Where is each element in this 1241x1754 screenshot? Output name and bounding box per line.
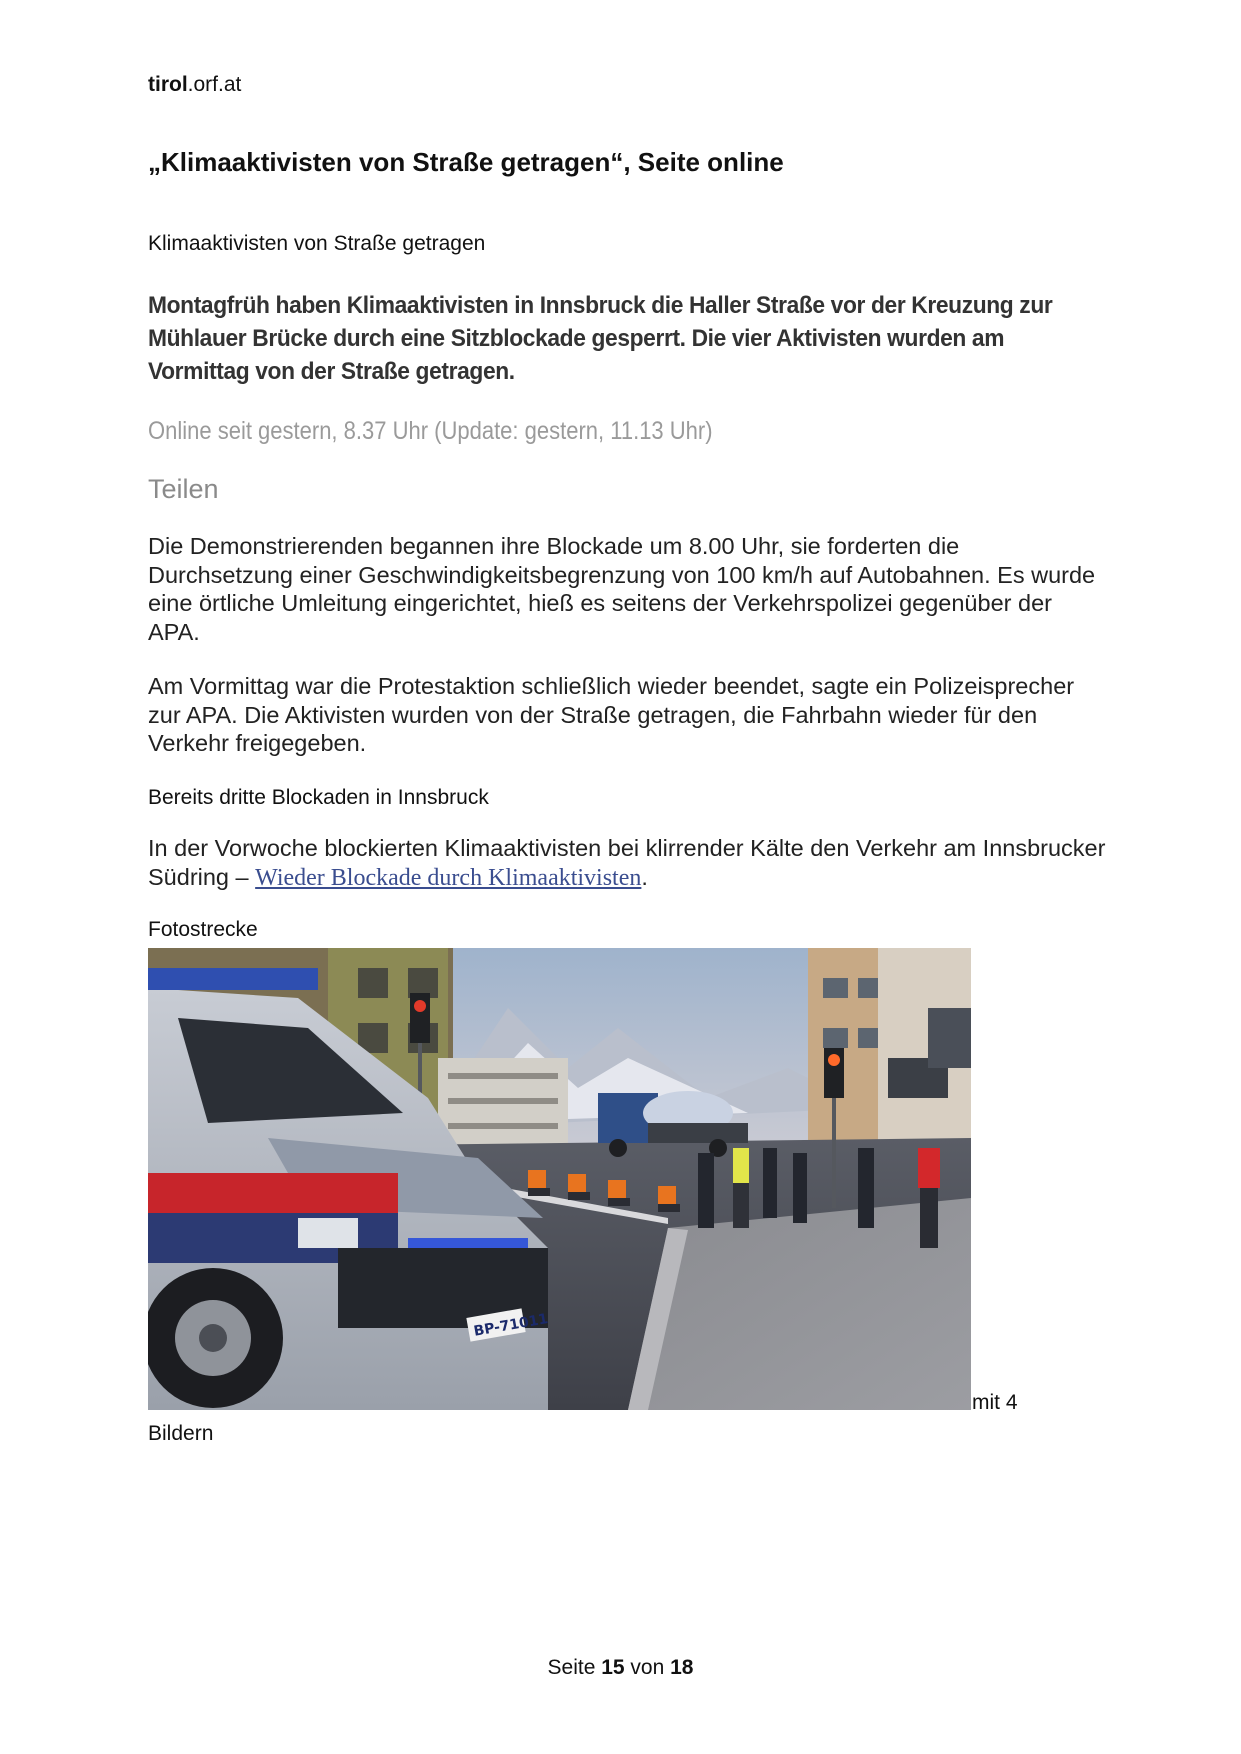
article-kicker: Klimaaktivisten von Straße getragen: [148, 232, 486, 255]
paragraph-2: Am Vormittag war die Protestaktion schließlich wieder beendet, sagte ein Polizeisprecher zur APA. Die Aktivisten wurden von der Straße getragen, die Fahrbahn wieder für den Verkehr freigegeben.: [148, 673, 1075, 756]
gallery-label: Fotostrecke: [148, 918, 258, 941]
publish-meta: Online seit gestern, 8.37 Uhr (Update: gestern, 11.13 Uhr): [148, 417, 713, 445]
related-article-link[interactable]: Wieder Blockade durch Klimaaktivisten: [255, 864, 642, 891]
paragraph-3-end: .: [641, 863, 648, 890]
share-link[interactable]: Teilen: [148, 474, 219, 504]
photo-license-plate: BP-71011: [472, 1311, 550, 1340]
gallery-photo[interactable]: [148, 948, 971, 1410]
gallery-count-suffix-2: Bildern: [148, 1422, 214, 1445]
document-title: „Klimaaktivisten von Straße getragen“, Seite online: [148, 147, 784, 177]
source-site: [148, 73, 241, 97]
subheading: Bereits dritte Blockaden in Innsbruck: [148, 786, 489, 809]
paragraph-3-text: In der Vorwoche blockierten Klimaaktivisten bei klirrender Kälte den Verkehr am Innsbrucker Südring –: [148, 835, 1106, 890]
source-site-rest: .orf.at: [187, 73, 242, 96]
gallery-count-suffix: mit 4: [972, 1391, 1018, 1414]
footer-prefix: Seite: [547, 1656, 602, 1679]
page-footer: [0, 1656, 1241, 1680]
footer-total-pages: 18: [670, 1656, 694, 1679]
source-site-bold: tirol: [148, 73, 188, 96]
paragraph-3: [148, 834, 1108, 892]
footer-current-page: 15: [601, 1656, 625, 1679]
article-lead: Montagfrüh haben Klimaaktivisten in Innsbruck die Haller Straße vor der Kreuzung zur Mühlauer Brücke durch eine Sitzblockade gesperrt. Die vier Aktivisten wurden am Vormittag von der Straße getragen.: [148, 292, 1053, 385]
paragraph-1: Die Demonstrierenden begannen ihre Blockade um 8.00 Uhr, sie forderten die Durchsetzung einer Geschwindigkeitsbegrenzung von 100 km/h auf Autobahnen. Es wurde eine örtliche Umleitung eingerichtet, hieß es seitens der Verkehrspolizei gegenüber der APA.: [148, 533, 1096, 645]
footer-middle: von: [624, 1656, 671, 1679]
